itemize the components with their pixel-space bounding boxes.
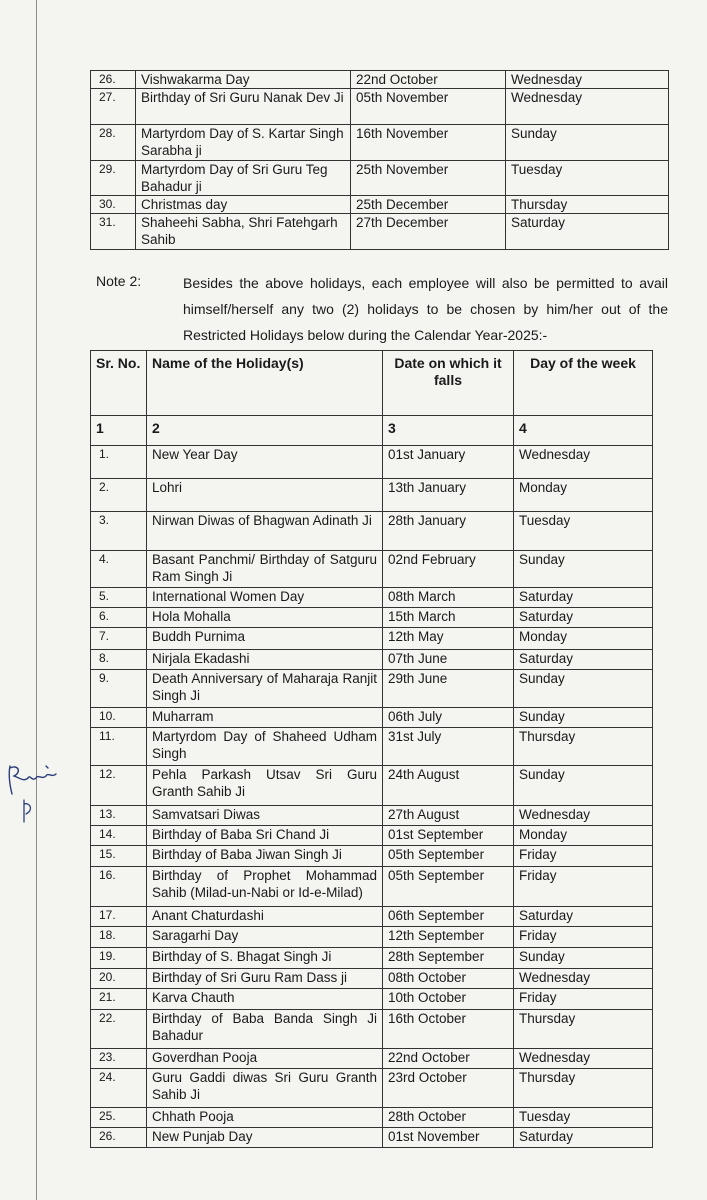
holiday-name-cell: Birthday of S. Bhagat Singh Ji xyxy=(147,948,383,969)
holiday-name-cell: Lohri xyxy=(147,479,383,512)
holiday-date-cell: 22nd October xyxy=(383,1049,514,1069)
table-row xyxy=(91,196,669,214)
holiday-day-cell: Wednesday xyxy=(506,71,669,89)
table-row xyxy=(91,948,653,969)
table-row xyxy=(91,479,653,512)
table-row xyxy=(91,89,669,125)
holiday-date-cell: 13th January xyxy=(383,479,514,512)
table-row xyxy=(91,766,653,806)
holiday-date-cell: 01st November xyxy=(383,1128,514,1148)
holiday-day-cell: Friday xyxy=(514,989,653,1010)
holiday-date-cell: 12th September xyxy=(383,927,514,948)
column-number: 2 xyxy=(147,416,383,446)
table-row xyxy=(91,161,669,196)
holiday-date-cell: 23rd October xyxy=(383,1069,514,1108)
holiday-day-cell: Thursday xyxy=(514,728,653,766)
holiday-name-cell: Nirwan Diwas of Bhagwan Adinath Ji xyxy=(147,512,383,551)
holiday-day-cell: Saturday xyxy=(514,1128,653,1148)
holiday-date-cell: 08th March xyxy=(383,588,514,608)
holiday-day-cell: Friday xyxy=(514,846,653,867)
holiday-name-cell: Martyrdom Day of Sri Guru Teg Bahadur ji xyxy=(136,161,351,196)
holiday-day-cell: Tuesday xyxy=(506,161,669,196)
sr-cell: 16. xyxy=(91,867,147,907)
holiday-name-cell: Vishwakarma Day xyxy=(136,71,351,89)
table-row xyxy=(91,628,653,650)
table-row xyxy=(91,806,653,826)
sr-cell: 19. xyxy=(91,948,147,969)
sr-cell: 20. xyxy=(91,969,147,989)
sr-cell: 14. xyxy=(91,826,147,846)
holiday-date-cell: 22nd October xyxy=(351,71,506,89)
holiday-name-cell: Chhath Pooja xyxy=(147,1108,383,1128)
table-row xyxy=(91,1049,653,1069)
holiday-day-cell: Saturday xyxy=(514,608,653,628)
table-row xyxy=(91,1108,653,1128)
sr-cell: 26. xyxy=(91,71,136,89)
sr-cell: 1. xyxy=(91,446,147,479)
holiday-date-cell: 10th October xyxy=(383,989,514,1010)
table-row xyxy=(91,551,653,588)
sr-cell: 15. xyxy=(91,846,147,867)
table-row xyxy=(91,1010,653,1049)
sr-cell: 31. xyxy=(91,214,136,250)
holiday-date-cell: 02nd February xyxy=(383,551,514,588)
header-date: Date on which it falls xyxy=(383,351,514,416)
table-row xyxy=(91,650,653,670)
header-sr-no: Sr. No. xyxy=(91,351,147,416)
holiday-name-cell: Nirjala Ekadashi xyxy=(147,650,383,670)
holiday-name-cell: Anant Chaturdashi xyxy=(147,907,383,927)
table-row xyxy=(91,708,653,728)
holiday-date-cell: 06th July xyxy=(383,708,514,728)
holiday-day-cell: Sunday xyxy=(514,670,653,708)
holiday-date-cell: 01st September xyxy=(383,826,514,846)
sr-cell: 28. xyxy=(91,125,136,161)
table-row xyxy=(91,214,669,250)
table-row xyxy=(91,728,653,766)
column-number-row xyxy=(91,416,653,446)
table-row xyxy=(91,446,653,479)
table-row xyxy=(91,927,653,948)
holiday-date-cell: 28th October xyxy=(383,1108,514,1128)
holiday-name-cell: New Punjab Day xyxy=(147,1128,383,1148)
holiday-name-cell: International Women Day xyxy=(147,588,383,608)
holiday-name-cell: Samvatsari Diwas xyxy=(147,806,383,826)
column-number: 3 xyxy=(383,416,514,446)
holiday-name-cell: New Year Day xyxy=(147,446,383,479)
holiday-date-cell: 12th May xyxy=(383,628,514,650)
sr-cell: 7. xyxy=(91,628,147,650)
sr-cell: 25. xyxy=(91,1108,147,1128)
holiday-date-cell: 28th September xyxy=(383,948,514,969)
sr-cell: 2. xyxy=(91,479,147,512)
restricted-holidays-table xyxy=(90,350,653,1148)
holiday-day-cell: Wednesday xyxy=(514,446,653,479)
holiday-day-cell: Thursday xyxy=(506,196,669,214)
holiday-day-cell: Sunday xyxy=(514,766,653,806)
table-row xyxy=(91,907,653,927)
table-row xyxy=(91,608,653,628)
table-row xyxy=(91,512,653,551)
holiday-name-cell: Goverdhan Pooja xyxy=(147,1049,383,1069)
holiday-date-cell: 25th December xyxy=(351,196,506,214)
holiday-day-cell: Sunday xyxy=(506,125,669,161)
sr-cell: 18. xyxy=(91,927,147,948)
restricted-holidays-body xyxy=(91,446,653,1148)
holiday-name-cell: Martyrdom Day of Shaheed Udham Singh xyxy=(147,728,383,766)
holiday-day-cell: Monday xyxy=(514,628,653,650)
holiday-day-cell: Saturday xyxy=(514,588,653,608)
sr-cell: 11. xyxy=(91,728,147,766)
holiday-name-cell: Death Anniversary of Maharaja Ranjit Singh Ji xyxy=(147,670,383,708)
holiday-date-cell: 16th October xyxy=(383,1010,514,1049)
holiday-day-cell: Wednesday xyxy=(514,806,653,826)
holiday-date-cell: 28th January xyxy=(383,512,514,551)
holiday-day-cell: Wednesday xyxy=(514,969,653,989)
gazetted-holidays-table xyxy=(90,70,669,250)
holiday-name-cell: Basant Panchmi/ Birthday of Satguru Ram Singh Ji xyxy=(147,551,383,588)
sr-cell: 6. xyxy=(91,608,147,628)
sr-cell: 4. xyxy=(91,551,147,588)
holiday-name-cell: Buddh Purnima xyxy=(147,628,383,650)
holiday-date-cell: 29th June xyxy=(383,670,514,708)
holiday-name-cell: Karva Chauth xyxy=(147,989,383,1010)
column-number: 1 xyxy=(91,416,147,446)
holiday-day-cell: Thursday xyxy=(514,1069,653,1108)
holiday-date-cell: 27th December xyxy=(351,214,506,250)
holiday-date-cell: 05th September xyxy=(383,867,514,907)
sr-cell: 23. xyxy=(91,1049,147,1069)
sr-cell: 30. xyxy=(91,196,136,214)
holiday-day-cell: Saturday xyxy=(506,214,669,250)
table-row xyxy=(91,826,653,846)
holiday-date-cell: 15th March xyxy=(383,608,514,628)
holiday-name-cell: Birthday of Baba Jiwan Singh Ji xyxy=(147,846,383,867)
holiday-name-cell: Muharram xyxy=(147,708,383,728)
holiday-name-cell: Christmas day xyxy=(136,196,351,214)
holiday-day-cell: Sunday xyxy=(514,948,653,969)
holiday-date-cell: 05th September xyxy=(383,846,514,867)
table-row xyxy=(91,969,653,989)
table-row xyxy=(91,1128,653,1148)
holiday-day-cell: Tuesday xyxy=(514,1108,653,1128)
sr-cell: 5. xyxy=(91,588,147,608)
sr-cell: 3. xyxy=(91,512,147,551)
table-row xyxy=(91,670,653,708)
holiday-day-cell: Saturday xyxy=(514,650,653,670)
holiday-day-cell: Friday xyxy=(514,927,653,948)
sr-cell: 10. xyxy=(91,708,147,728)
holiday-date-cell: 05th November xyxy=(351,89,506,125)
holiday-date-cell: 27th August xyxy=(383,806,514,826)
column-number: 4 xyxy=(514,416,653,446)
holiday-date-cell: 06th September xyxy=(383,907,514,927)
holiday-name-cell: Pehla Parkash Utsav Sri Guru Granth Sahib Ji xyxy=(147,766,383,806)
holiday-name-cell: Birthday of Baba Sri Chand Ji xyxy=(147,826,383,846)
header-holiday-name: Name of the Holiday(s) xyxy=(147,351,383,416)
holiday-day-cell: Wednesday xyxy=(506,89,669,125)
sr-cell: 8. xyxy=(91,650,147,670)
holiday-day-cell: Sunday xyxy=(514,551,653,588)
holiday-name-cell: Saragarhi Day xyxy=(147,927,383,948)
sr-cell: 27. xyxy=(91,89,136,125)
note-text: Besides the above holidays, each employee will also be permitted to avail himself/herself any two (2) holidays to be chosen by him/her out of the Restricted Holidays below during the Calendar Year-2025:- xyxy=(183,275,668,343)
table-row xyxy=(91,989,653,1010)
header-day-of-week: Day of the week xyxy=(514,351,653,416)
holiday-date-cell: 25th November xyxy=(351,161,506,196)
holiday-name-cell: Birthday of Sri Guru Ram Dass ji xyxy=(147,969,383,989)
holiday-name-cell: Birthday of Sri Guru Nanak Dev Ji xyxy=(136,89,351,125)
table-row xyxy=(91,125,669,161)
holiday-day-cell: Wednesday xyxy=(514,1049,653,1069)
holiday-name-cell: Shaheehi Sabha, Shri Fatehgarh Sahib xyxy=(136,214,351,250)
holiday-day-cell: Saturday xyxy=(514,907,653,927)
holiday-name-cell: Martyrdom Day of S. Kartar Singh Sarabha ji xyxy=(136,125,351,161)
gazetted-holidays-body xyxy=(91,71,669,250)
holiday-day-cell: Tuesday xyxy=(514,512,653,551)
holiday-date-cell: 16th November xyxy=(351,125,506,161)
sr-cell: 12. xyxy=(91,766,147,806)
table-row xyxy=(91,71,669,89)
table-row xyxy=(91,1069,653,1108)
sr-cell: 17. xyxy=(91,907,147,927)
sr-cell: 13. xyxy=(91,806,147,826)
holiday-date-cell: 01st January xyxy=(383,446,514,479)
table-row xyxy=(91,588,653,608)
holiday-day-cell: Monday xyxy=(514,826,653,846)
holiday-day-cell: Friday xyxy=(514,867,653,907)
holiday-day-cell: Thursday xyxy=(514,1010,653,1049)
table-row xyxy=(91,846,653,867)
page-edge-line xyxy=(36,0,37,1200)
holiday-date-cell: 08th October xyxy=(383,969,514,989)
holiday-day-cell: Monday xyxy=(514,479,653,512)
sr-cell: 9. xyxy=(91,670,147,708)
holiday-name-cell: Guru Gaddi diwas Sri Guru Granth Sahib Ji xyxy=(147,1069,383,1108)
sr-cell: 29. xyxy=(91,161,136,196)
note-label: Note 2: xyxy=(96,273,142,289)
holiday-date-cell: 24th August xyxy=(383,766,514,806)
table-row xyxy=(91,867,653,907)
handwritten-signature xyxy=(2,756,62,826)
holiday-date-cell: 31st July xyxy=(383,728,514,766)
table-header-row xyxy=(91,351,653,416)
sr-cell: 22. xyxy=(91,1010,147,1049)
holiday-date-cell: 07th June xyxy=(383,650,514,670)
holiday-name-cell: Birthday of Prophet Mohammad Sahib (Milad-un-Nabi or Id-e-Milad) xyxy=(147,867,383,907)
holiday-name-cell: Hola Mohalla xyxy=(147,608,383,628)
sr-cell: 26. xyxy=(91,1128,147,1148)
holiday-day-cell: Sunday xyxy=(514,708,653,728)
holiday-name-cell: Birthday of Baba Banda Singh Ji Bahadur xyxy=(147,1010,383,1049)
sr-cell: 21. xyxy=(91,989,147,1010)
sr-cell: 24. xyxy=(91,1069,147,1108)
